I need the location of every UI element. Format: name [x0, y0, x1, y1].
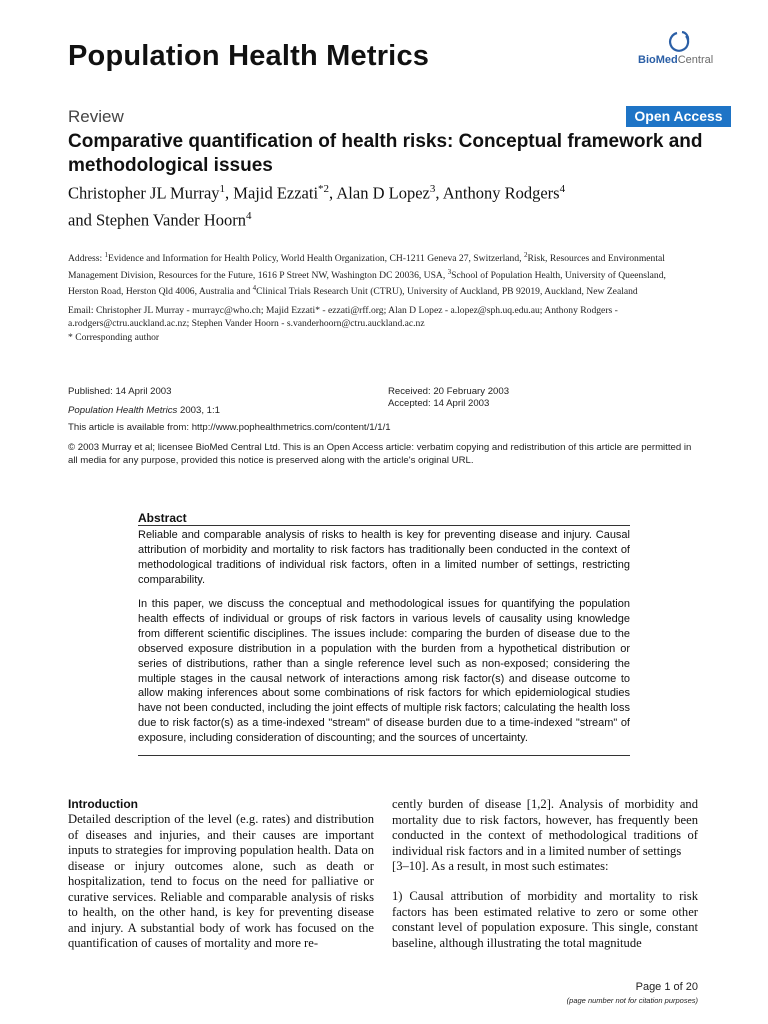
open-access-badge: Open Access [626, 106, 731, 127]
abstract-bottom-rule [138, 755, 630, 756]
abstract-paragraph-1: Reliable and comparable analysis of risks to health is key for preventing disease and injury. Causal attribution of morbidity and mortality to risk factors has traditionally been conducted in the context of methodological traditions of individual risk factors, often in a limited number of settings, restricting comparability. [138, 529, 630, 586]
citation [68, 405, 220, 418]
introduction-right-column-cont: [3–10]. As a result, in most such estimates: [392, 859, 609, 873]
introduction-left-column: Detailed description of the level (e.g. rates) and distribution of diseases and injuries, and their causes are important inputs to strategies for improving population health. Data on disease or injury outcomes alone, such as death or hospitalization, tend to focus on the need for palliative or curative services. Reliable and comparable analysis of risks to health, on the other hand, is key for preventing disease and injury. A substantial body of work has focused on the quantification of causes of mortality and more re- [68, 812, 374, 950]
author-affiliation-sup: 4 [245, 209, 252, 222]
introduction-right-column: cently burden of disease [1,2]. Analysis of morbidity and mortality due to risk factors, however, has frequently been conducted in the context of methodological traditions of individual risk factors and in a limited number of settings [392, 797, 698, 858]
introduction-heading: Introduction [68, 797, 138, 811]
author-affiliation-sup: *2 [318, 183, 330, 195]
published-date: Published: 14 April 2003 [68, 386, 172, 397]
copyright-notice: © 2003 Murray et al; licensee BioMed Central Ltd. This is an Open Access article: verbatim copying and redistribution of this article are permitted in all media for any purpose, provided this notice is preserved along with the article's original URL. [68, 442, 692, 466]
citation-journal: Population Health Metrics [68, 405, 178, 416]
author: and Stephen Vander Hoorn [68, 210, 246, 229]
biomed-central-logo [638, 31, 728, 71]
article-title: Comparative quantification of health risks: Conceptual framework and methodological issues [68, 131, 703, 176]
author: Anthony Rodgers [442, 183, 560, 203]
affiliation-address: Address: $^1$Evidence and Information for Health Policy, World Health Organization, CH-1211 Geneva 27, Switzerland, $^2$Risk, Resources and Environmental Management Division, Resources for the Future, 1616 P Street NW, Washington DC 20036, USA, $^3$School of Population Health, University of Queensland, Herston Road, Herston Qld 4006, Australia and $^4$Clinical Trials Research Unit (CTRU), University of Auckland, PB 92019, Auckland, New Zealand [68, 251, 666, 298]
article-url[interactable]: This article is available from: http://www.pophealthmetrics.com/content/1/1/1 [68, 422, 391, 433]
author-emails: Email: Christopher JL Murray - murrayc@who.ch; Majid Ezzati* - ezzati@rff.org; Alan D Lopez - a.lopez@sph.uq.edu.au; Anthony Rodgers - a.rodgers@ctru.auckland.ac.nz; Stephen Vander Hoorn - s.vanderhoorn@ctru.auckland.ac.nz [68, 305, 618, 329]
author: Alan D Lopez [336, 183, 430, 203]
corresponding-author-note: * Corresponding author [68, 332, 160, 343]
page-number-note: (page number not for citation purposes) [566, 996, 698, 1005]
page-number: Page 1 of 20 [635, 981, 698, 993]
author-affiliation-sup: 3 [429, 183, 436, 195]
abstract-heading: Abstract [138, 511, 187, 525]
author-list: Christopher JL Murray$^1$, Majid Ezzati$^{*2}$, Alan D Lopez$^3$, Anthony Rodgers$^4$ and Stephen Vander Hoorn$^4$ [68, 183, 566, 229]
accepted-date: Accepted: 14 April 2003 [388, 398, 490, 409]
author: Christopher JL Murray [68, 183, 220, 203]
author-affiliation-sup: 1 [219, 183, 226, 195]
author-affiliation-sup: 4 [559, 183, 566, 195]
citation-volume: 2003, 1:1 [177, 405, 221, 416]
author: Majid Ezzati [233, 183, 319, 203]
abstract-top-rule [138, 525, 630, 526]
journal-title: Population Health Metrics [68, 40, 430, 72]
article-type: Review [68, 107, 124, 126]
logo-biomed-text: BioMed [638, 54, 678, 66]
introduction-point-1: 1) Causal attribution of morbidity and mortality to risk factors has been estimated relative to zero or some other constant level of population exposure. This single, constant baseline, although illustrating the total magnitude [392, 889, 698, 950]
abstract-paragraph-2: In this paper, we discuss the conceptual and methodological issues for quantifying the population health effects of individual or groups of risk factors in various levels of causality using knowledge from different scientific disciplines. The issues include: comparing the burden of disease due to the observed exposure distribution in a population with the burden from a hypothetical distribution or series of distributions, rather than a single reference level such as non-exposed; considering the multiple stages in the causal network of interactions among risk factor(s) and disease outcome to allow making inferences about some combinations of risk factors for which epidemiological studies have not been conducted, including the joint effects of multiple risk factors; calculating the health loss due to risk factor(s) as a time-indexed "stream" of disease burden due to a time-indexed "stream" of exposure, including consideration of discounting; and the sources of uncertainty. [138, 598, 630, 745]
received-date: Received: 20 February 2003 [388, 386, 510, 397]
biomed-central-arc-icon [668, 31, 692, 53]
logo-central-text: Central [677, 54, 714, 66]
